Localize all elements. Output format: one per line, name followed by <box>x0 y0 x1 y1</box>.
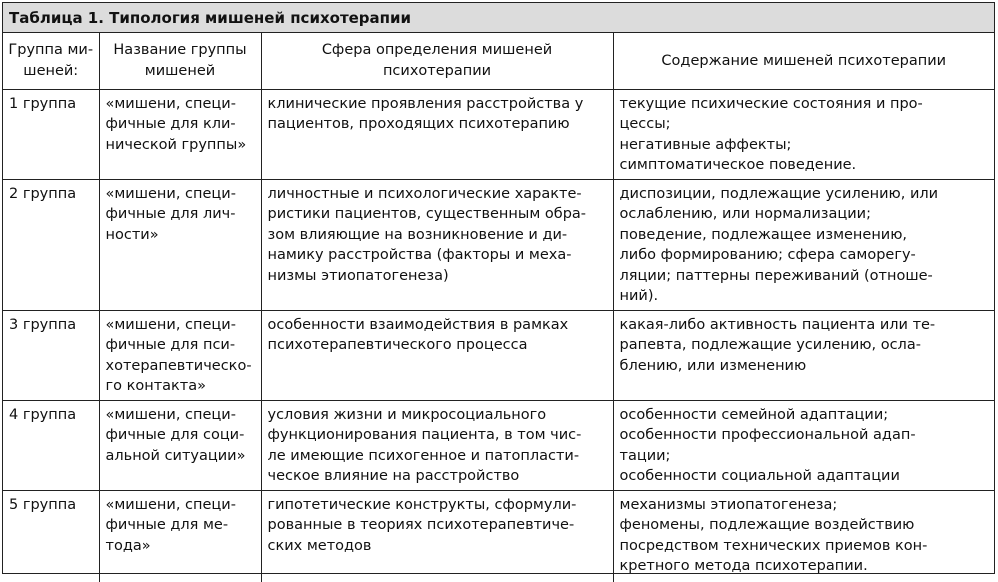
table-row <box>3 89 994 179</box>
cell-group: 5 группа <box>3 490 99 582</box>
cell-group: 1 группа <box>3 89 99 179</box>
cell-sphere: особенности взаимодействия в рамках психотерапевтического процесса <box>261 310 613 400</box>
cell-content: механизмы этиопатогенеза; феномены, подлежащие воздействию посредством технических приемов кон- кретного метода психотерапии. <box>613 490 994 582</box>
table-row <box>3 490 994 582</box>
cell-name: «мишени, специ- фичные для соци- альной ситуации» <box>99 400 261 490</box>
cell-name: «мишени, специ- фичные для кли- нической группы» <box>99 89 261 179</box>
cell-sphere: условия жизни и микросоциального функционирования пациента, в том чис- ле имеющие психогенное и патопласти- ческое влияние на расстройство <box>261 400 613 490</box>
cell-name: «мишени, специ- фичные для ме- тода» <box>99 490 261 582</box>
header-group: Группа ми- шеней: <box>3 33 99 89</box>
typology-table <box>3 33 994 582</box>
table-row <box>3 400 994 490</box>
table-row <box>3 310 994 400</box>
cell-group: 3 группа <box>3 310 99 400</box>
cell-content: текущие психические состояния и про- цессы; негативные аффекты; симптоматическое поведение. <box>613 89 994 179</box>
cell-name: «мишени, специ- фичные для пси- хотерапевтическо- го контакта» <box>99 310 261 400</box>
table-row <box>3 179 994 310</box>
cell-content: особенности семейной адаптации; особенности профессиональной адап- тации; особенности социальной адаптации <box>613 400 994 490</box>
table-title: Таблица 1. Типология мишеней психотерапии <box>3 3 994 33</box>
cell-sphere: личностные и психологические характе- ристики пациентов, существенным обра- зом влияющие на возникновение и ди- намику расстройства (факторы и меха- низмы этиопатогенеза) <box>261 179 613 310</box>
cell-group: 4 группа <box>3 400 99 490</box>
cell-group: 2 группа <box>3 179 99 310</box>
header-sphere: Сфера определения мишеней психотерапии <box>261 33 613 89</box>
cell-content: какая-либо активность пациента или те- рапевта, подлежащие усилению, осла- блению, или изменению <box>613 310 994 400</box>
table-frame <box>2 2 995 574</box>
cell-name: «мишени, специ- фичные для лич- ности» <box>99 179 261 310</box>
header-name: Название группы мишеней <box>99 33 261 89</box>
header-content: Содержание мишеней психотерапии <box>613 33 994 89</box>
cell-content: диспозиции, подлежащие усилению, или ослаблению, или нормализации; поведение, подлежащее изменению, либо формированию; сфера саморегу- ляции; паттерны переживаний (отноше- ний). <box>613 179 994 310</box>
cell-sphere: клинические проявления расстройства у пациентов, проходящих психотерапию <box>261 89 613 179</box>
cell-sphere: гипотетические конструкты, сформули- рованные в теориях психотерапевтиче- ских методов <box>261 490 613 582</box>
header-row <box>3 33 994 89</box>
